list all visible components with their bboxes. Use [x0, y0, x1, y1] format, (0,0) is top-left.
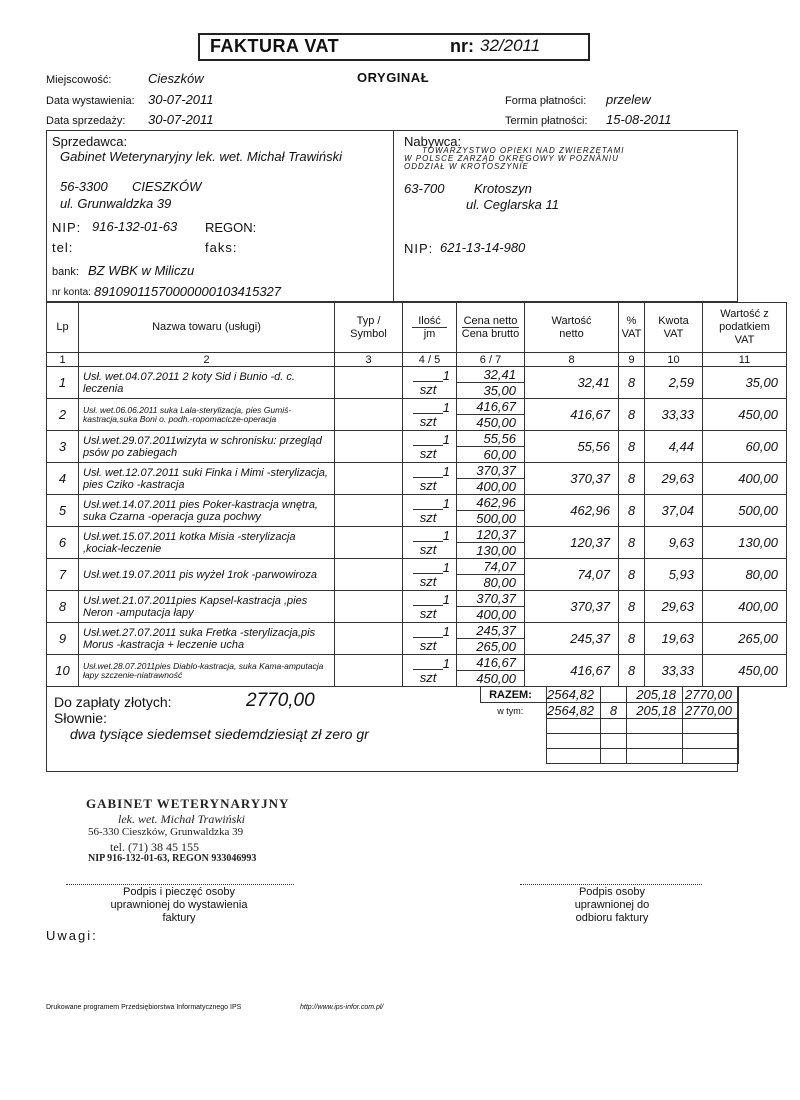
header-total: Wartość z podatkiem VAT	[703, 303, 787, 353]
row-vat-pct: 8	[619, 655, 645, 687]
seller-bank-label: bank:	[52, 266, 79, 278]
row-vat-pct: 8	[619, 495, 645, 527]
row-value-net: 245,37	[525, 623, 619, 655]
row-qty	[403, 655, 457, 687]
row-gross-price: 400,00	[457, 478, 524, 494]
header-vat-pct: % VAT	[619, 303, 645, 353]
row-type	[335, 431, 403, 463]
row-vat-amount: 33,33	[645, 399, 703, 431]
row-total: 80,00	[703, 559, 787, 591]
column-number: 10	[645, 353, 703, 367]
row-value-net: 32,41	[525, 367, 619, 399]
header-qty: Ilość jm	[403, 303, 457, 353]
sale-date-label: Data sprzedaży:	[46, 115, 126, 127]
row-net-price: 32,41	[483, 367, 516, 382]
row-prices	[457, 655, 525, 687]
row-total: 500,00	[703, 495, 787, 527]
row-unit: szt	[413, 413, 443, 429]
row-net-price: 245,37	[476, 623, 516, 638]
row-gross-price: 60,00	[457, 446, 524, 462]
row-lp: 10	[47, 655, 79, 687]
row-qty-value: 1	[442, 400, 450, 415]
row-unit: szt	[413, 509, 443, 525]
row-vat-amount: 29,63	[645, 463, 703, 495]
row-gross-price: 400,00	[457, 606, 524, 622]
sum-vat: 205,18	[627, 687, 683, 703]
seller-fax-label: faks:	[205, 240, 238, 255]
row-unit: szt	[413, 477, 443, 493]
row-prices	[457, 367, 525, 399]
sum-net: 2564,82	[547, 687, 601, 703]
totals-row-incl	[481, 703, 739, 719]
row-value-net: 55,56	[525, 431, 619, 463]
row-lp: 8	[47, 591, 79, 623]
totals-table	[480, 686, 739, 764]
seller-regon-label: REGON:	[205, 220, 257, 235]
row-vat-amount: 37,04	[645, 495, 703, 527]
incl-pct: 8	[601, 703, 627, 719]
row-qty	[403, 591, 457, 623]
row-type	[335, 367, 403, 399]
row-unit: szt	[413, 381, 443, 397]
row-gross-price: 450,00	[457, 670, 524, 686]
row-name: Usł.wet.14.07.2011 pies Poker-kastracja wnętra, suka Czarna -operacja guza pochwy	[79, 495, 335, 527]
row-total: 265,00	[703, 623, 787, 655]
buyer-street: ul. Ceglarska 11	[466, 197, 559, 212]
row-vat-pct: 8	[619, 463, 645, 495]
row-qty-value: 1	[442, 432, 450, 447]
sum-label: RAZEM:	[481, 687, 547, 703]
row-value-net: 462,96	[525, 495, 619, 527]
pay-value: 2770,00	[246, 690, 315, 711]
row-net-price: 416,67	[476, 399, 516, 414]
table-row	[47, 367, 787, 399]
buyer-city: Krotoszyn	[474, 181, 532, 196]
issuer-signature-line	[66, 884, 294, 885]
row-total: 35,00	[703, 367, 787, 399]
row-name: Usł.wet.15.07.2011 kotka Misia -sterylizacja ,kociak-leczenie	[79, 527, 335, 559]
column-number: 3	[335, 353, 403, 367]
seller-name: Gabinet Weterynaryjny lek. wet. Michał Trawiński	[60, 149, 343, 164]
row-unit: szt	[413, 637, 443, 653]
table-row	[47, 495, 787, 527]
row-net-price: 74,07	[483, 559, 516, 574]
document-title: FAKTURA VAT	[210, 36, 340, 56]
column-number: 11	[703, 353, 787, 367]
column-number: 6 / 7	[457, 353, 525, 367]
row-name: Usł. wet.12.07.2011 suki Finka i Mimi -sterylizacja, pies Cziko -kastracja	[79, 463, 335, 495]
row-qty	[403, 431, 457, 463]
row-vat-amount: 33,33	[645, 655, 703, 687]
row-prices	[457, 431, 525, 463]
row-value-net: 74,07	[525, 559, 619, 591]
row-net-price: 370,37	[476, 591, 516, 606]
row-gross-price: 265,00	[457, 638, 524, 654]
row-prices	[457, 559, 525, 591]
row-unit: szt	[413, 541, 443, 557]
row-net-price: 370,37	[476, 463, 516, 478]
row-prices	[457, 623, 525, 655]
row-type	[335, 655, 403, 687]
row-qty	[403, 463, 457, 495]
row-vat-pct: 8	[619, 591, 645, 623]
row-vat-amount: 9,63	[645, 527, 703, 559]
row-type	[335, 463, 403, 495]
seller-postal: 56-3300	[60, 179, 108, 194]
place-value: Cieszków	[148, 71, 204, 86]
table-row	[47, 559, 787, 591]
row-type	[335, 559, 403, 591]
row-lp: 1	[47, 367, 79, 399]
table-row	[47, 655, 787, 687]
row-net-price: 120,37	[476, 527, 516, 542]
buyer-nip-label: NIP:	[404, 241, 434, 256]
payment-due-label: Termin płatności:	[505, 115, 588, 127]
row-lp: 5	[47, 495, 79, 527]
row-total: 450,00	[703, 655, 787, 687]
row-name: Usł.wet.28.07.2011pies Diablo-kastracja, suka Kama-amputacja łapy szczenie-niatrawność	[79, 655, 335, 687]
row-qty	[403, 527, 457, 559]
row-qty	[403, 367, 457, 399]
row-lp: 2	[47, 399, 79, 431]
invoice-number-label: nr:	[450, 36, 474, 56]
row-type	[335, 591, 403, 623]
row-lp: 7	[47, 559, 79, 591]
row-gross-price: 500,00	[457, 510, 524, 526]
row-gross-price: 80,00	[457, 574, 524, 590]
row-value-net: 416,67	[525, 399, 619, 431]
header-lp: Lp	[47, 303, 79, 353]
row-vat-pct: 8	[619, 431, 645, 463]
row-value-net: 370,37	[525, 591, 619, 623]
table-row	[47, 399, 787, 431]
table-row	[47, 591, 787, 623]
issue-date-label: Data wystawienia:	[46, 95, 135, 107]
row-unit: szt	[413, 669, 443, 685]
row-net-price: 462,96	[476, 495, 516, 510]
items-table	[46, 302, 787, 687]
row-total: 60,00	[703, 431, 787, 463]
row-qty-value: 1	[442, 368, 450, 383]
row-name: Usł. wet.06.06.2011 suka Lala-sterylizacja, pies Gumiś-kastracja,suka Boni o. podh.-ropomacicze-operacja	[79, 399, 335, 431]
buyer-postal: 63-700	[404, 181, 445, 196]
row-prices	[457, 463, 525, 495]
row-type	[335, 495, 403, 527]
footer-printed-by: Drukowane programem Przedsiębiorstwa Informatycznego IPS	[46, 1004, 242, 1011]
payment-due-value: 15-08-2011	[606, 112, 672, 127]
row-unit: szt	[413, 445, 443, 461]
seller-tel-label: tel:	[52, 240, 74, 255]
buyer-name-line2: W POLSCE ZARZĄD OKRĘGOWY W POZNANIU	[404, 154, 619, 163]
row-vat-pct: 8	[619, 527, 645, 559]
row-qty-value: 1	[442, 560, 450, 575]
incl-net: 2564,82	[547, 703, 601, 719]
issue-date-value: 30-07-2011	[148, 92, 214, 107]
column-number: 9	[619, 353, 645, 367]
row-net-price: 55,56	[483, 431, 516, 446]
row-value-net: 370,37	[525, 463, 619, 495]
table-row	[47, 431, 787, 463]
row-type	[335, 527, 403, 559]
stamp-line3: 56-330 Cieszków, Grunwaldzka 39	[88, 826, 244, 838]
row-value-net: 120,37	[525, 527, 619, 559]
row-gross-price: 450,00	[457, 414, 524, 430]
row-vat-amount: 19,63	[645, 623, 703, 655]
row-qty	[403, 623, 457, 655]
stamp-line2: lek. wet. Michał Trawiński	[118, 812, 245, 826]
seller-label: Sprzedawca:	[52, 134, 128, 149]
sum-total: 2770,00	[683, 687, 739, 703]
seller-bank-value: BZ WBK w Miliczu	[88, 263, 195, 278]
seller-nip-value: 916-132-01-63	[92, 219, 178, 234]
row-gross-price: 130,00	[457, 542, 524, 558]
payment-form-label: Forma płatności:	[505, 95, 587, 107]
row-name: Usł.wet.29.07.2011wizyta w schronisku: przegląd psów po zabiegach	[79, 431, 335, 463]
stamp-line1: GABINET WETERYNARYJNY	[86, 796, 290, 811]
column-number: 4 / 5	[403, 353, 457, 367]
buyer-name-line1: TOWARZYSTWO OPIEKI NAD ZWIERZĘTAMI	[422, 146, 625, 155]
row-unit: szt	[413, 573, 443, 589]
row-total: 130,00	[703, 527, 787, 559]
row-vat-amount: 2,59	[645, 367, 703, 399]
buyer-nip-value: 621-13-14-980	[440, 240, 526, 255]
row-unit: szt	[413, 605, 443, 621]
row-qty-value: 1	[442, 496, 450, 511]
remarks-label: Uwagi:	[46, 928, 98, 943]
stamp-line5: NIP 916-132-01-63, REGON 933046993	[88, 853, 257, 864]
row-type	[335, 623, 403, 655]
row-vat-amount: 5,93	[645, 559, 703, 591]
row-lp: 9	[47, 623, 79, 655]
row-vat-pct: 8	[619, 367, 645, 399]
seller-street: ul. Grunwaldzka 39	[60, 196, 172, 211]
header-value-net: Wartość netto	[525, 303, 619, 353]
row-vat-amount: 4,44	[645, 431, 703, 463]
column-numbers-row	[47, 353, 787, 367]
row-qty	[403, 495, 457, 527]
table-row	[47, 463, 787, 495]
row-name: Usł. wet.04.07.2011 2 koty Sid i Bunio -d. c. leczenia	[79, 367, 335, 399]
row-prices	[457, 591, 525, 623]
place-label: Miejscowość:	[46, 74, 112, 86]
totals-row-sum	[481, 687, 739, 703]
row-prices	[457, 399, 525, 431]
row-qty-value: 1	[442, 528, 450, 543]
sale-date-value: 30-07-2011	[148, 112, 214, 127]
row-name: Usł.wet.19.07.2011 pis wyżeł 1rok -parwowiroza	[79, 559, 335, 591]
row-qty-value: 1	[442, 656, 450, 671]
words-label: Słownie:	[54, 710, 107, 726]
buyer-name-line3: ODDZIAŁ W KROTOSZYNIE	[404, 162, 529, 171]
seller-nip-label: NIP:	[52, 220, 82, 235]
incl-vat: 205,18	[627, 703, 683, 719]
row-vat-pct: 8	[619, 399, 645, 431]
row-lp: 4	[47, 463, 79, 495]
footer-url: http://www.ips-infor.com.pl/	[300, 1004, 384, 1011]
pay-label: Do zapłaty złotych:	[54, 694, 172, 710]
row-qty-value: 1	[442, 592, 450, 607]
stamp-line4: tel. (71) 38 45 155	[110, 840, 199, 854]
amount-in-words: dwa tysiące siedemset siedemdziesiąt zł zero gr	[70, 726, 369, 742]
table-header-row	[47, 303, 787, 353]
row-vat-amount: 29,63	[645, 591, 703, 623]
row-total: 450,00	[703, 399, 787, 431]
payment-form-value: przelew	[606, 92, 651, 107]
header-price: Cena netto Cena brutto	[457, 303, 525, 353]
header-vat-amount: Kwota VAT	[645, 303, 703, 353]
seller-account-value: 89109011570000000103415327	[94, 284, 282, 299]
row-qty-value: 1	[442, 464, 450, 479]
seller-city: CIESZKÓW	[132, 179, 202, 194]
header-type: Typ / Symbol	[335, 303, 403, 353]
row-total: 400,00	[703, 463, 787, 495]
invoice-number: 32/2011	[480, 36, 541, 55]
issuer-signature-caption: Podpis i pieczęć osoby uprawnionej do wystawienia faktury	[110, 886, 248, 924]
row-net-price: 416,67	[476, 655, 516, 670]
row-qty-value: 1	[442, 624, 450, 639]
row-vat-pct: 8	[619, 623, 645, 655]
row-lp: 6	[47, 527, 79, 559]
row-qty	[403, 399, 457, 431]
copy-label: ORYGINAŁ	[357, 70, 430, 85]
row-prices	[457, 527, 525, 559]
table-row	[47, 623, 787, 655]
seller-account-label: nr konta:	[52, 287, 91, 298]
receiver-signature-line	[520, 884, 702, 885]
row-gross-price: 35,00	[457, 382, 524, 398]
row-name: Usł.wet.27.07.2011 suka Fretka -sterylizacja,pis Morus -kastracja + leczenie ucha	[79, 623, 335, 655]
parties-divider	[393, 130, 394, 302]
row-type	[335, 399, 403, 431]
column-number: 8	[525, 353, 619, 367]
row-total: 400,00	[703, 591, 787, 623]
column-number: 1	[47, 353, 79, 367]
row-prices	[457, 495, 525, 527]
row-vat-pct: 8	[619, 559, 645, 591]
row-name: Usł.wet.21.07.2011pies Kapsel-kastracja ,pies Neron -amputacja łapy	[79, 591, 335, 623]
column-number: 2	[79, 353, 335, 367]
incl-total: 2770,00	[683, 703, 739, 719]
incl-label: w tym:	[497, 705, 524, 716]
buyer-label: Nabywca:	[404, 134, 462, 149]
row-qty	[403, 559, 457, 591]
row-value-net: 416,67	[525, 655, 619, 687]
receiver-signature-caption: Podpis osoby uprawnionej do odbioru faktury	[574, 886, 650, 924]
header-name: Nazwa towaru (usługi)	[79, 303, 335, 353]
table-row	[47, 527, 787, 559]
row-lp: 3	[47, 431, 79, 463]
